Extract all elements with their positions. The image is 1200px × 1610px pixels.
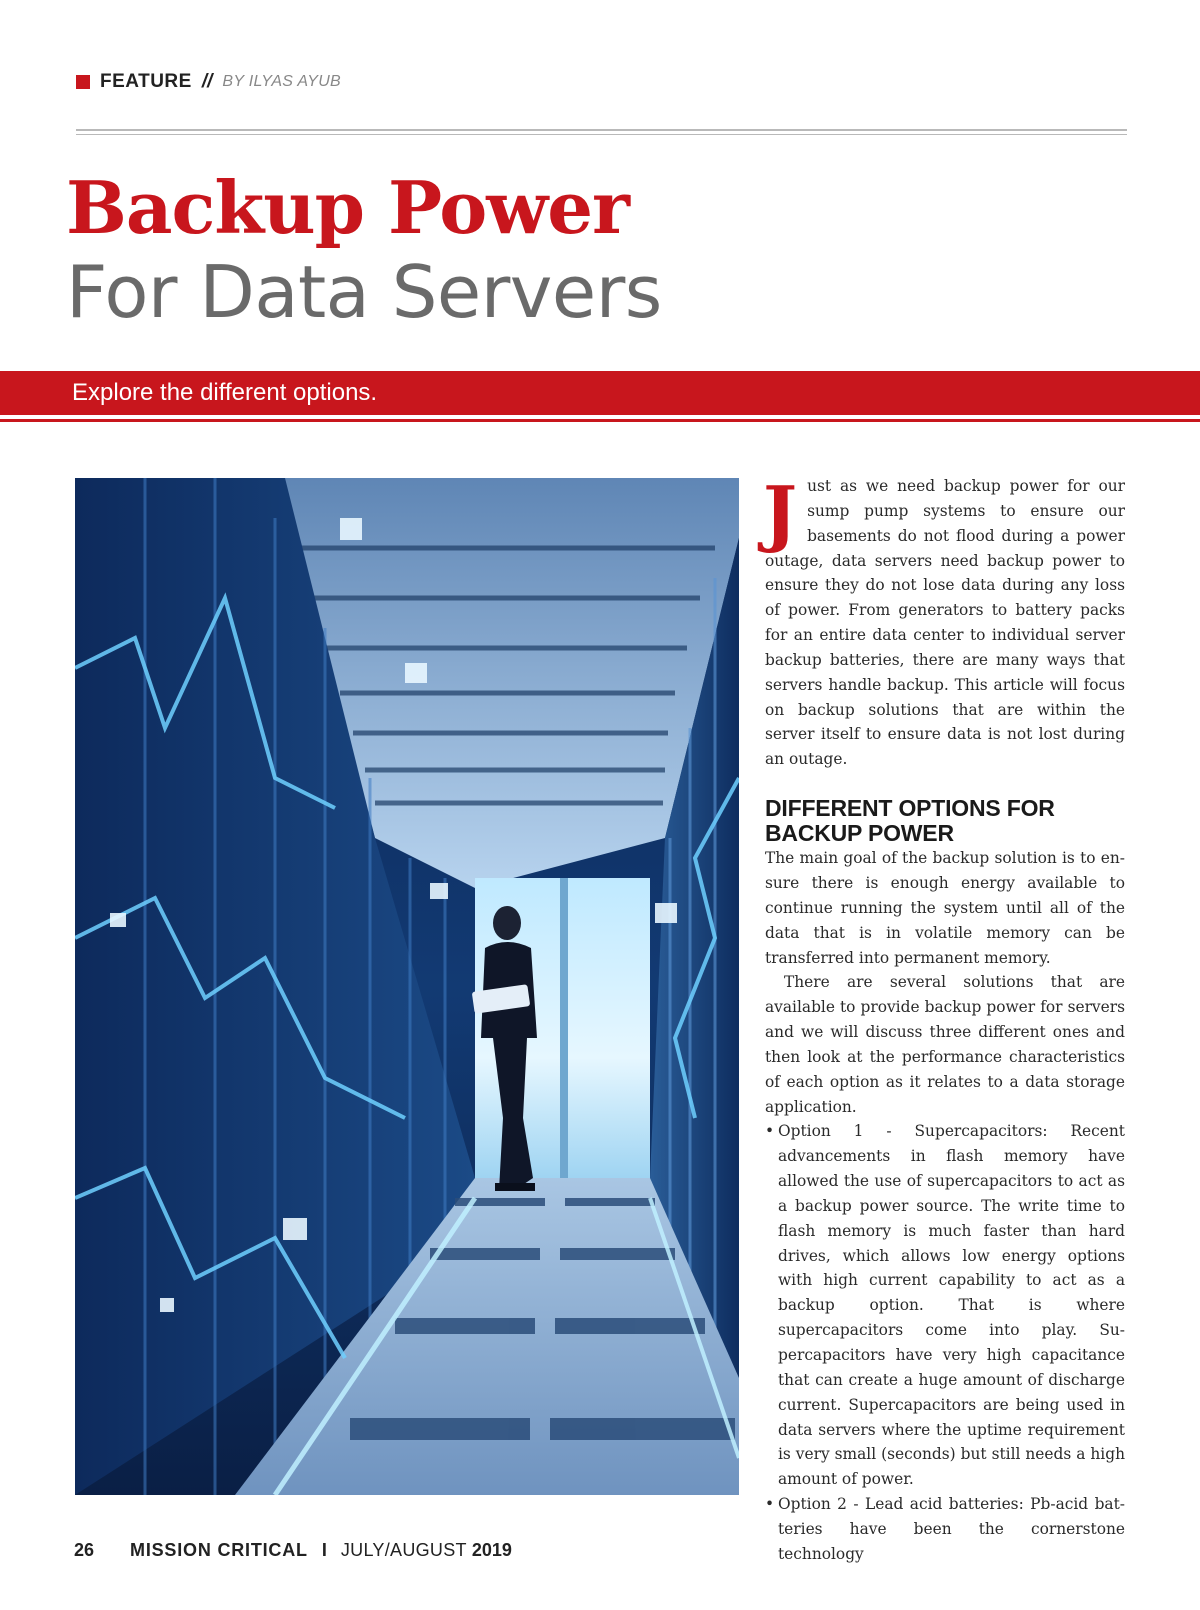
author-byline: BY ILYAS AYUB [222, 73, 342, 90]
subtitle-text: Explore the different options. [72, 379, 378, 406]
drop-cap: J [763, 470, 798, 555]
issue-date: JULY/AUGUST [340, 1539, 467, 1560]
header-rule-top [76, 129, 1127, 131]
issue-year: 2019 [471, 1539, 512, 1560]
bullet-text-1: Option 1 - Supercapacitors: Recent advancements in flash memory have allowed the use of supercapacitors to act as a backup power source. The write time to flash memory is much faster than hard drives, which allows low energy options with high current capability to act as a backup option. That is where supercapacitors come into play. Supercapacitors have very high capacitance that can create a huge amount of discharge current. Supercapacitors are being used in data servers where the uptime requirement is very small (seconds) but still needs a high amount of power. [778, 1122, 1125, 1489]
page-footer [74, 1538, 512, 1562]
footer-divider: I [321, 1539, 327, 1560]
section-label: FEATURE [100, 71, 192, 92]
list-item [765, 1119, 1125, 1492]
section-marker-icon [76, 75, 90, 89]
body-paragraph-1: The main goal of the backup solution is to ensure there is enough energy available to continue running the system until all of the data that is in volatile memory can be transferred into permanent memory. [765, 849, 1125, 967]
intro-text: ust as we need backup power for our sump pump systems to ensure our basements do not flood during a power outage, data servers need backup power to ensure they do not lose data during any loss of power. From generators to battery packs for an entire data center to individual server backup batteries, there are many ways that servers handle backup. This article will focus on backup solutions that are within the server itself to ensure data is not lost during an outage. [765, 477, 1125, 769]
intro-paragraph [763, 470, 1125, 772]
header-rule-bottom [76, 134, 1127, 135]
bullet-text-2: Option 2 - Lead acid batteries: Pb-acid batteries have been the cornerstone technology [778, 1495, 1125, 1563]
magazine-name: MISSION CRITICAL [130, 1539, 308, 1560]
header-separator: // [201, 71, 213, 92]
server-room-illustration [75, 478, 739, 1495]
banner-underline [0, 419, 1200, 422]
body-paragraph-2: There are several solutions that are available to provide backup power for servers and we will discuss three different ones and then look at the performance characteristics of each option as it relates to a data storage application. [765, 973, 1125, 1116]
feature-header [76, 70, 341, 94]
server-room-photo [75, 478, 739, 1495]
bullet-icon: • [765, 1495, 775, 1514]
article-title-line1: Backup Power [66, 165, 629, 250]
subtitle-banner [0, 371, 1200, 415]
article-body [763, 470, 1125, 1567]
page-number: 26 [74, 1539, 95, 1560]
list-item [765, 1492, 1125, 1567]
section-subhead: DIFFERENT OPTIONS FOR BACKUP POWER [765, 795, 1055, 847]
bullet-icon: • [765, 1122, 775, 1141]
options-list [765, 1119, 1125, 1566]
article-title-line2: For Data Servers [66, 250, 662, 334]
